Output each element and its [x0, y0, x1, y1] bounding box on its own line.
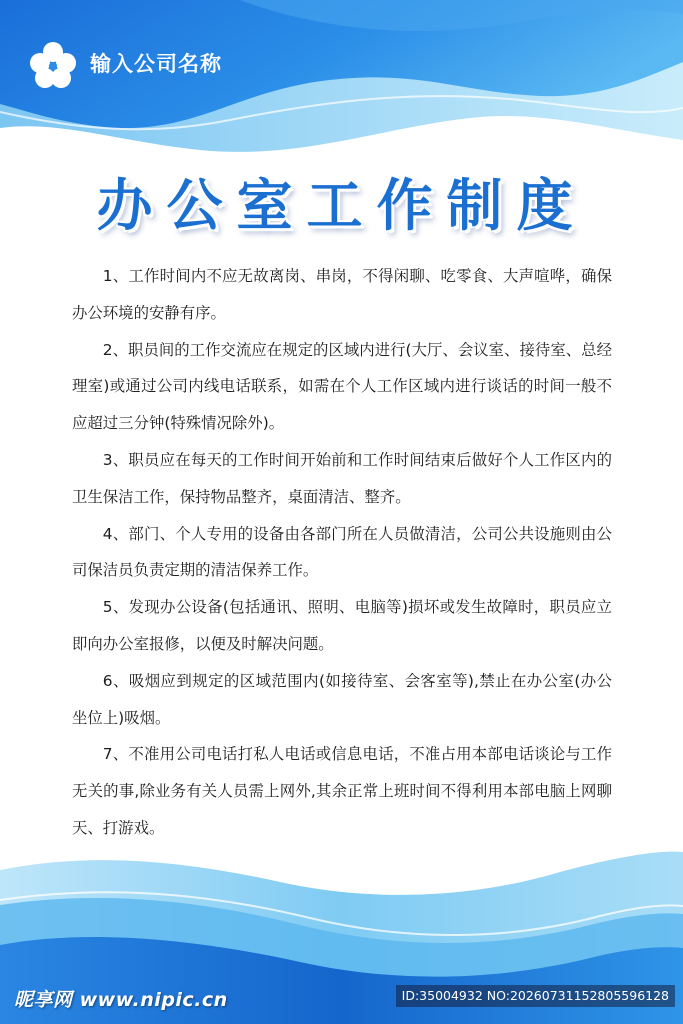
watermark-id: ID:35004932 NO:20260731152805596128	[396, 985, 675, 1007]
rule-item: 2、职员间的工作交流应在规定的区域内进行(大厅、会议室、接待室、总经理室)或通过公司内线电话联系，如需在个人工作区域内进行谈话的时间一般不应超过三分钟(特殊情况除外)。	[72, 340, 612, 433]
rule-item: 3、职员应在每天的工作时间开始前和工作时间结束后做好个人工作区内的卫生保洁工作，保持物品整齐，桌面清洁、整齐。	[72, 450, 612, 506]
rule-item: 4、部门、个人专用的设备由各部门所在人员做清洁，公司公共设施则由公司保洁员负责定期的清洁保养工作。	[72, 524, 612, 580]
rules-list	[72, 258, 612, 847]
company-name: 输入公司名称	[90, 52, 222, 76]
rule-item: 1、工作时间内不应无故离岗、串岗，不得闲聊、吃零食、大声喧哗，确保办公环境的安静有序。	[72, 267, 612, 322]
flower-logo-icon	[28, 40, 78, 90]
page-title: 办公室工作制度	[96, 174, 587, 239]
watermark-site: 昵享网 www.nipic.cn	[14, 989, 228, 1011]
rule-item: 6、吸烟应到规定的区域范围内(如接待室、会客室等),禁止在办公室(办公坐位上)吸烟。	[72, 671, 612, 727]
rule-item: 7、不准用公司电话打私人电话或信息电话，不准占用本部电话谈论与工作无关的事,除业务有关人员需上网外,其余正常上班时间不得利用本部电脑上网聊天、打游戏。	[72, 745, 612, 837]
rule-item: 5、发现办公设备(包括通讯、照明、电脑等)损坏或发生故障时，职员应立即向办公室报修，以便及时解决问题。	[72, 598, 612, 653]
